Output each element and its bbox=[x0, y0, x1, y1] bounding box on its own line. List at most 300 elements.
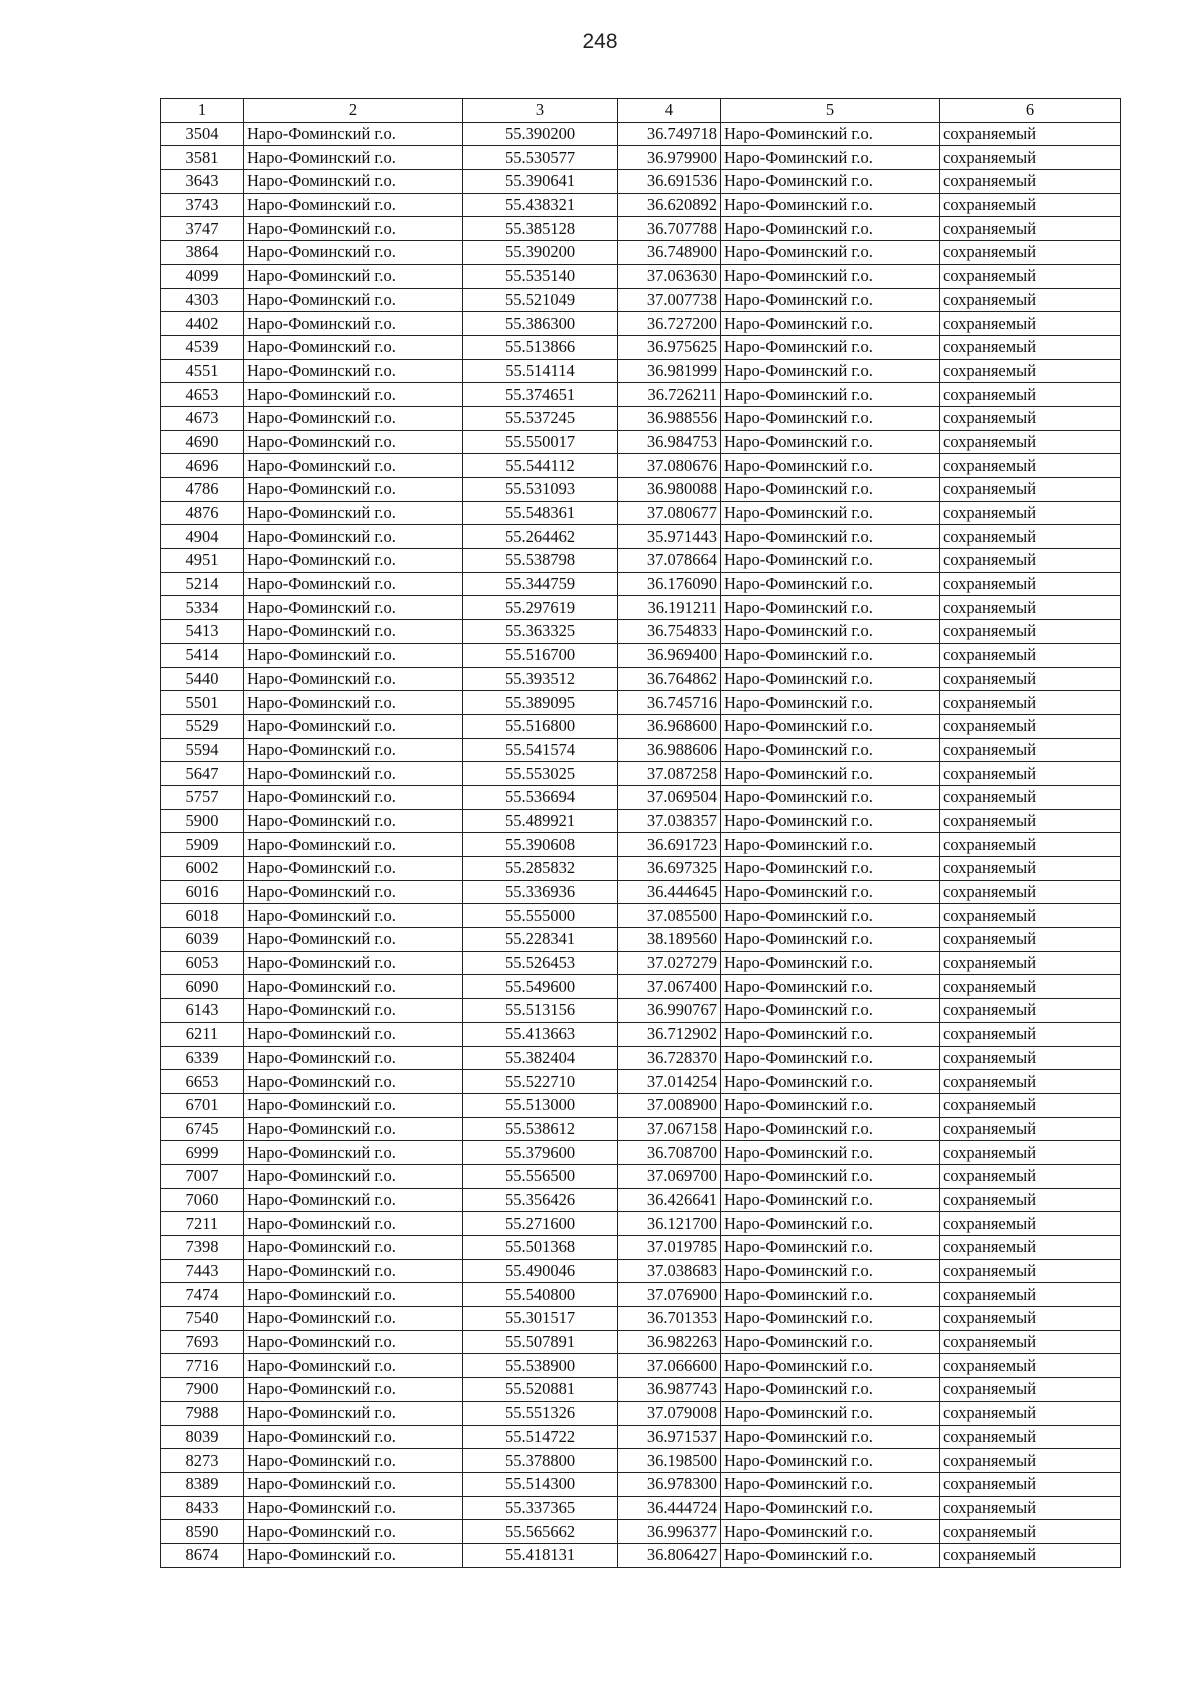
table-row bbox=[161, 1236, 1121, 1260]
table-row bbox=[161, 572, 1121, 596]
cell-location: Наро-Фоминский г.о. bbox=[721, 999, 940, 1023]
cell-status: сохраняемый bbox=[940, 454, 1121, 478]
cell-municipality: Наро-Фоминский г.о. bbox=[244, 572, 463, 596]
cell-location: Наро-Фоминский г.о. bbox=[721, 1520, 940, 1544]
cell-municipality: Наро-Фоминский г.о. bbox=[244, 1236, 463, 1260]
cell-longitude: 37.069504 bbox=[618, 785, 721, 809]
cell-location: Наро-Фоминский г.о. bbox=[721, 785, 940, 809]
cell-object-number: 3581 bbox=[161, 146, 244, 170]
cell-latitude: 55.531093 bbox=[463, 478, 618, 502]
table-row bbox=[161, 478, 1121, 502]
column-header-1: 1 bbox=[161, 99, 244, 123]
table-row bbox=[161, 217, 1121, 241]
cell-location: Наро-Фоминский г.о. bbox=[721, 549, 940, 573]
cell-longitude: 37.078664 bbox=[618, 549, 721, 573]
cell-status: сохраняемый bbox=[940, 1449, 1121, 1473]
cell-longitude: 37.087258 bbox=[618, 762, 721, 786]
cell-location: Наро-Фоминский г.о. bbox=[721, 596, 940, 620]
cell-latitude: 55.565662 bbox=[463, 1520, 618, 1544]
cell-latitude: 55.555000 bbox=[463, 904, 618, 928]
table-row bbox=[161, 1022, 1121, 1046]
cell-status: сохраняемый bbox=[940, 217, 1121, 241]
cell-longitude: 37.027279 bbox=[618, 951, 721, 975]
cell-municipality: Наро-Фоминский г.о. bbox=[244, 738, 463, 762]
cell-status: сохраняемый bbox=[940, 1259, 1121, 1283]
table-row bbox=[161, 406, 1121, 430]
cell-longitude: 36.191211 bbox=[618, 596, 721, 620]
cell-location: Наро-Фоминский г.о. bbox=[721, 880, 940, 904]
cell-municipality: Наро-Фоминский г.о. bbox=[244, 170, 463, 194]
cell-location: Наро-Фоминский г.о. bbox=[721, 1141, 940, 1165]
cell-object-number: 4303 bbox=[161, 288, 244, 312]
cell-latitude: 55.520881 bbox=[463, 1378, 618, 1402]
cell-status: сохраняемый bbox=[940, 1212, 1121, 1236]
cell-municipality: Наро-Фоминский г.о. bbox=[244, 1212, 463, 1236]
cell-municipality: Наро-Фоминский г.о. bbox=[244, 1022, 463, 1046]
cell-municipality: Наро-Фоминский г.о. bbox=[244, 406, 463, 430]
cell-municipality: Наро-Фоминский г.о. bbox=[244, 359, 463, 383]
cell-location: Наро-Фоминский г.о. bbox=[721, 1022, 940, 1046]
cell-latitude: 55.379600 bbox=[463, 1141, 618, 1165]
cell-latitude: 55.382404 bbox=[463, 1046, 618, 1070]
cell-object-number: 3747 bbox=[161, 217, 244, 241]
table-row bbox=[161, 193, 1121, 217]
cell-latitude: 55.390200 bbox=[463, 122, 618, 146]
cell-municipality: Наро-Фоминский г.о. bbox=[244, 1093, 463, 1117]
cell-location: Наро-Фоминский г.о. bbox=[721, 643, 940, 667]
cell-status: сохраняемый bbox=[940, 809, 1121, 833]
cell-status: сохраняемый bbox=[940, 146, 1121, 170]
table-row bbox=[161, 975, 1121, 999]
cell-latitude: 55.513866 bbox=[463, 335, 618, 359]
cell-status: сохраняемый bbox=[940, 1117, 1121, 1141]
cell-location: Наро-Фоминский г.о. bbox=[721, 335, 940, 359]
table-row bbox=[161, 501, 1121, 525]
cell-object-number: 5529 bbox=[161, 714, 244, 738]
cell-status: сохраняемый bbox=[940, 1022, 1121, 1046]
table-row bbox=[161, 1188, 1121, 1212]
cell-location: Наро-Фоминский г.о. bbox=[721, 951, 940, 975]
cell-object-number: 5501 bbox=[161, 691, 244, 715]
cell-status: сохраняемый bbox=[940, 406, 1121, 430]
cell-status: сохраняемый bbox=[940, 1543, 1121, 1567]
cell-municipality: Наро-Фоминский г.о. bbox=[244, 833, 463, 857]
cell-location: Наро-Фоминский г.о. bbox=[721, 691, 940, 715]
cell-municipality: Наро-Фоминский г.о. bbox=[244, 809, 463, 833]
cell-municipality: Наро-Фоминский г.о. bbox=[244, 312, 463, 336]
cell-location: Наро-Фоминский г.о. bbox=[721, 572, 940, 596]
cell-object-number: 3743 bbox=[161, 193, 244, 217]
cell-latitude: 55.489921 bbox=[463, 809, 618, 833]
table-row bbox=[161, 312, 1121, 336]
cell-status: сохраняемый bbox=[940, 525, 1121, 549]
cell-object-number: 5214 bbox=[161, 572, 244, 596]
cell-municipality: Наро-Фоминский г.о. bbox=[244, 1141, 463, 1165]
cell-latitude: 55.538900 bbox=[463, 1354, 618, 1378]
cell-object-number: 4099 bbox=[161, 264, 244, 288]
column-header-5: 5 bbox=[721, 99, 940, 123]
table-row bbox=[161, 170, 1121, 194]
cell-longitude: 36.176090 bbox=[618, 572, 721, 596]
table-body bbox=[161, 122, 1121, 1567]
cell-longitude: 37.069700 bbox=[618, 1164, 721, 1188]
cell-status: сохраняемый bbox=[940, 1046, 1121, 1070]
table-row bbox=[161, 785, 1121, 809]
cell-object-number: 4696 bbox=[161, 454, 244, 478]
cell-object-number: 3504 bbox=[161, 122, 244, 146]
table-row bbox=[161, 1259, 1121, 1283]
cell-longitude: 38.189560 bbox=[618, 928, 721, 952]
cell-object-number: 3643 bbox=[161, 170, 244, 194]
cell-object-number: 5900 bbox=[161, 809, 244, 833]
cell-status: сохраняемый bbox=[940, 596, 1121, 620]
cell-location: Наро-Фоминский г.о. bbox=[721, 667, 940, 691]
cell-object-number: 7211 bbox=[161, 1212, 244, 1236]
cell-longitude: 37.038357 bbox=[618, 809, 721, 833]
cell-longitude: 37.067400 bbox=[618, 975, 721, 999]
cell-municipality: Наро-Фоминский г.о. bbox=[244, 193, 463, 217]
cell-longitude: 36.978300 bbox=[618, 1472, 721, 1496]
cell-longitude: 36.981999 bbox=[618, 359, 721, 383]
cell-status: сохраняемый bbox=[940, 1093, 1121, 1117]
registry-table-container bbox=[160, 98, 1120, 1568]
table-row bbox=[161, 359, 1121, 383]
cell-latitude: 55.514722 bbox=[463, 1425, 618, 1449]
cell-longitude: 36.975625 bbox=[618, 335, 721, 359]
cell-latitude: 55.521049 bbox=[463, 288, 618, 312]
table-row bbox=[161, 335, 1121, 359]
cell-location: Наро-Фоминский г.о. bbox=[721, 762, 940, 786]
cell-location: Наро-Фоминский г.о. bbox=[721, 1401, 940, 1425]
cell-location: Наро-Фоминский г.о. bbox=[721, 241, 940, 265]
cell-longitude: 36.988556 bbox=[618, 406, 721, 430]
cell-latitude: 55.507891 bbox=[463, 1330, 618, 1354]
cell-latitude: 55.264462 bbox=[463, 525, 618, 549]
cell-status: сохраняемый bbox=[940, 738, 1121, 762]
cell-latitude: 55.535140 bbox=[463, 264, 618, 288]
cell-longitude: 36.726211 bbox=[618, 383, 721, 407]
cell-municipality: Наро-Фоминский г.о. bbox=[244, 951, 463, 975]
cell-longitude: 36.996377 bbox=[618, 1520, 721, 1544]
cell-municipality: Наро-Фоминский г.о. bbox=[244, 857, 463, 881]
cell-municipality: Наро-Фоминский г.о. bbox=[244, 596, 463, 620]
cell-latitude: 55.356426 bbox=[463, 1188, 618, 1212]
cell-status: сохраняемый bbox=[940, 714, 1121, 738]
cell-municipality: Наро-Фоминский г.о. bbox=[244, 1283, 463, 1307]
cell-location: Наро-Фоминский г.о. bbox=[721, 170, 940, 194]
cell-latitude: 55.537245 bbox=[463, 406, 618, 430]
cell-object-number: 8590 bbox=[161, 1520, 244, 1544]
cell-municipality: Наро-Фоминский г.о. bbox=[244, 904, 463, 928]
cell-object-number: 5757 bbox=[161, 785, 244, 809]
table-row bbox=[161, 738, 1121, 762]
cell-latitude: 55.551326 bbox=[463, 1401, 618, 1425]
registry-table bbox=[160, 98, 1121, 1568]
cell-status: сохраняемый bbox=[940, 572, 1121, 596]
cell-status: сохраняемый bbox=[940, 1520, 1121, 1544]
cell-longitude: 36.707788 bbox=[618, 217, 721, 241]
cell-status: сохраняемый bbox=[940, 335, 1121, 359]
cell-status: сохраняемый bbox=[940, 170, 1121, 194]
cell-municipality: Наро-Фоминский г.о. bbox=[244, 383, 463, 407]
cell-municipality: Наро-Фоминский г.о. bbox=[244, 1117, 463, 1141]
cell-location: Наро-Фоминский г.о. bbox=[721, 146, 940, 170]
cell-object-number: 7988 bbox=[161, 1401, 244, 1425]
cell-municipality: Наро-Фоминский г.о. bbox=[244, 762, 463, 786]
cell-status: сохраняемый bbox=[940, 857, 1121, 881]
table-row bbox=[161, 1046, 1121, 1070]
cell-object-number: 4673 bbox=[161, 406, 244, 430]
table-row bbox=[161, 928, 1121, 952]
table-row bbox=[161, 1378, 1121, 1402]
cell-object-number: 4653 bbox=[161, 383, 244, 407]
cell-longitude: 37.014254 bbox=[618, 1070, 721, 1094]
cell-latitude: 55.393512 bbox=[463, 667, 618, 691]
cell-object-number: 6039 bbox=[161, 928, 244, 952]
cell-object-number: 4551 bbox=[161, 359, 244, 383]
cell-latitude: 55.285832 bbox=[463, 857, 618, 881]
cell-longitude: 36.984753 bbox=[618, 430, 721, 454]
cell-latitude: 55.514300 bbox=[463, 1472, 618, 1496]
cell-latitude: 55.514114 bbox=[463, 359, 618, 383]
cell-municipality: Наро-Фоминский г.о. bbox=[244, 217, 463, 241]
table-row bbox=[161, 667, 1121, 691]
cell-location: Наро-Фоминский г.о. bbox=[721, 975, 940, 999]
cell-status: сохраняемый bbox=[940, 1283, 1121, 1307]
cell-latitude: 55.550017 bbox=[463, 430, 618, 454]
table-row bbox=[161, 1070, 1121, 1094]
cell-location: Наро-Фоминский г.о. bbox=[721, 620, 940, 644]
cell-location: Наро-Фоминский г.о. bbox=[721, 193, 940, 217]
cell-longitude: 36.979900 bbox=[618, 146, 721, 170]
table-row bbox=[161, 1117, 1121, 1141]
cell-status: сохраняемый bbox=[940, 928, 1121, 952]
table-row bbox=[161, 383, 1121, 407]
cell-longitude: 37.063630 bbox=[618, 264, 721, 288]
table-row bbox=[161, 1212, 1121, 1236]
cell-object-number: 4904 bbox=[161, 525, 244, 549]
table-row bbox=[161, 951, 1121, 975]
cell-latitude: 55.538612 bbox=[463, 1117, 618, 1141]
cell-object-number: 5647 bbox=[161, 762, 244, 786]
cell-longitude: 36.198500 bbox=[618, 1449, 721, 1473]
cell-longitude: 36.121700 bbox=[618, 1212, 721, 1236]
cell-municipality: Наро-Фоминский г.о. bbox=[244, 264, 463, 288]
cell-latitude: 55.549600 bbox=[463, 975, 618, 999]
cell-object-number: 6653 bbox=[161, 1070, 244, 1094]
table-row bbox=[161, 1330, 1121, 1354]
table-row bbox=[161, 1520, 1121, 1544]
cell-longitude: 36.968600 bbox=[618, 714, 721, 738]
header-row bbox=[161, 99, 1121, 123]
cell-object-number: 7540 bbox=[161, 1307, 244, 1331]
cell-status: сохраняемый bbox=[940, 620, 1121, 644]
cell-latitude: 55.516800 bbox=[463, 714, 618, 738]
table-row bbox=[161, 857, 1121, 881]
cell-municipality: Наро-Фоминский г.о. bbox=[244, 1449, 463, 1473]
cell-municipality: Наро-Фоминский г.о. bbox=[244, 1070, 463, 1094]
table-row bbox=[161, 1307, 1121, 1331]
cell-location: Наро-Фоминский г.о. bbox=[721, 1496, 940, 1520]
cell-longitude: 37.007738 bbox=[618, 288, 721, 312]
cell-object-number: 4951 bbox=[161, 549, 244, 573]
cell-location: Наро-Фоминский г.о. bbox=[721, 1212, 940, 1236]
cell-municipality: Наро-Фоминский г.о. bbox=[244, 454, 463, 478]
column-header-3: 3 bbox=[463, 99, 618, 123]
cell-longitude: 36.806427 bbox=[618, 1543, 721, 1567]
cell-location: Наро-Фоминский г.о. bbox=[721, 1164, 940, 1188]
cell-location: Наро-Фоминский г.о. bbox=[721, 1449, 940, 1473]
cell-location: Наро-Фоминский г.о. bbox=[721, 1188, 940, 1212]
cell-latitude: 55.271600 bbox=[463, 1212, 618, 1236]
cell-status: сохраняемый bbox=[940, 999, 1121, 1023]
cell-location: Наро-Фоминский г.о. bbox=[721, 857, 940, 881]
cell-object-number: 7716 bbox=[161, 1354, 244, 1378]
cell-status: сохраняемый bbox=[940, 833, 1121, 857]
table-row bbox=[161, 1543, 1121, 1567]
table-row bbox=[161, 1164, 1121, 1188]
cell-municipality: Наро-Фоминский г.о. bbox=[244, 785, 463, 809]
cell-longitude: 36.691536 bbox=[618, 170, 721, 194]
cell-object-number: 3864 bbox=[161, 241, 244, 265]
table-row bbox=[161, 1283, 1121, 1307]
cell-latitude: 55.337365 bbox=[463, 1496, 618, 1520]
cell-status: сохраняемый bbox=[940, 430, 1121, 454]
cell-latitude: 55.536694 bbox=[463, 785, 618, 809]
cell-longitude: 37.019785 bbox=[618, 1236, 721, 1260]
cell-latitude: 55.526453 bbox=[463, 951, 618, 975]
cell-municipality: Наро-Фоминский г.о. bbox=[244, 1307, 463, 1331]
cell-object-number: 8273 bbox=[161, 1449, 244, 1473]
cell-status: сохраняемый bbox=[940, 549, 1121, 573]
cell-latitude: 55.386300 bbox=[463, 312, 618, 336]
cell-location: Наро-Фоминский г.о. bbox=[721, 1283, 940, 1307]
cell-longitude: 37.038683 bbox=[618, 1259, 721, 1283]
cell-municipality: Наро-Фоминский г.о. bbox=[244, 1543, 463, 1567]
cell-location: Наро-Фоминский г.о. bbox=[721, 738, 940, 762]
cell-status: сохраняемый bbox=[940, 1425, 1121, 1449]
cell-location: Наро-Фоминский г.о. bbox=[721, 1093, 940, 1117]
cell-object-number: 4402 bbox=[161, 312, 244, 336]
cell-status: сохраняемый bbox=[940, 975, 1121, 999]
cell-municipality: Наро-Фоминский г.о. bbox=[244, 1472, 463, 1496]
cell-status: сохраняемый bbox=[940, 785, 1121, 809]
table-row bbox=[161, 904, 1121, 928]
cell-latitude: 55.297619 bbox=[463, 596, 618, 620]
cell-object-number: 6701 bbox=[161, 1093, 244, 1117]
cell-object-number: 5909 bbox=[161, 833, 244, 857]
cell-longitude: 36.969400 bbox=[618, 643, 721, 667]
cell-location: Наро-Фоминский г.о. bbox=[721, 454, 940, 478]
cell-municipality: Наро-Фоминский г.о. bbox=[244, 501, 463, 525]
cell-status: сохраняемый bbox=[940, 359, 1121, 383]
table-header bbox=[161, 99, 1121, 123]
cell-longitude: 35.971443 bbox=[618, 525, 721, 549]
cell-latitude: 55.390608 bbox=[463, 833, 618, 857]
cell-location: Наро-Фоминский г.о. bbox=[721, 1259, 940, 1283]
cell-latitude: 55.544112 bbox=[463, 454, 618, 478]
cell-municipality: Наро-Фоминский г.о. bbox=[244, 620, 463, 644]
cell-latitude: 55.513156 bbox=[463, 999, 618, 1023]
table-row bbox=[161, 1141, 1121, 1165]
cell-location: Наро-Фоминский г.о. bbox=[721, 1117, 940, 1141]
cell-object-number: 6143 bbox=[161, 999, 244, 1023]
cell-latitude: 55.301517 bbox=[463, 1307, 618, 1331]
cell-longitude: 36.444645 bbox=[618, 880, 721, 904]
cell-object-number: 6999 bbox=[161, 1141, 244, 1165]
cell-object-number: 7443 bbox=[161, 1259, 244, 1283]
cell-longitude: 36.727200 bbox=[618, 312, 721, 336]
cell-latitude: 55.553025 bbox=[463, 762, 618, 786]
cell-object-number: 6053 bbox=[161, 951, 244, 975]
cell-location: Наро-Фоминский г.о. bbox=[721, 1307, 940, 1331]
cell-status: сохраняемый bbox=[940, 904, 1121, 928]
cell-location: Наро-Фоминский г.о. bbox=[721, 501, 940, 525]
cell-municipality: Наро-Фоминский г.о. bbox=[244, 691, 463, 715]
cell-longitude: 37.080677 bbox=[618, 501, 721, 525]
cell-longitude: 36.697325 bbox=[618, 857, 721, 881]
cell-object-number: 6016 bbox=[161, 880, 244, 904]
cell-municipality: Наро-Фоминский г.о. bbox=[244, 335, 463, 359]
cell-object-number: 4876 bbox=[161, 501, 244, 525]
column-header-6: 6 bbox=[940, 99, 1121, 123]
cell-municipality: Наро-Фоминский г.о. bbox=[244, 549, 463, 573]
table-row bbox=[161, 762, 1121, 786]
cell-location: Наро-Фоминский г.о. bbox=[721, 1330, 940, 1354]
table-row bbox=[161, 999, 1121, 1023]
cell-latitude: 55.490046 bbox=[463, 1259, 618, 1283]
cell-longitude: 36.728370 bbox=[618, 1046, 721, 1070]
cell-municipality: Наро-Фоминский г.о. bbox=[244, 288, 463, 312]
cell-latitude: 55.378800 bbox=[463, 1449, 618, 1473]
cell-object-number: 5594 bbox=[161, 738, 244, 762]
cell-longitude: 36.620892 bbox=[618, 193, 721, 217]
cell-latitude: 55.363325 bbox=[463, 620, 618, 644]
cell-longitude: 36.691723 bbox=[618, 833, 721, 857]
cell-status: сохраняемый bbox=[940, 1188, 1121, 1212]
table-row bbox=[161, 1093, 1121, 1117]
cell-latitude: 55.540800 bbox=[463, 1283, 618, 1307]
cell-latitude: 55.374651 bbox=[463, 383, 618, 407]
cell-object-number: 4539 bbox=[161, 335, 244, 359]
table-row bbox=[161, 264, 1121, 288]
table-row bbox=[161, 1425, 1121, 1449]
cell-location: Наро-Фоминский г.о. bbox=[721, 1046, 940, 1070]
cell-longitude: 36.712902 bbox=[618, 1022, 721, 1046]
cell-object-number: 5414 bbox=[161, 643, 244, 667]
cell-status: сохраняемый bbox=[940, 312, 1121, 336]
table-row bbox=[161, 691, 1121, 715]
cell-latitude: 55.344759 bbox=[463, 572, 618, 596]
cell-location: Наро-Фоминский г.о. bbox=[721, 1354, 940, 1378]
cell-object-number: 7693 bbox=[161, 1330, 244, 1354]
cell-municipality: Наро-Фоминский г.о. bbox=[244, 1164, 463, 1188]
column-header-4: 4 bbox=[618, 99, 721, 123]
cell-longitude: 37.079008 bbox=[618, 1401, 721, 1425]
cell-object-number: 8039 bbox=[161, 1425, 244, 1449]
cell-location: Наро-Фоминский г.о. bbox=[721, 809, 940, 833]
cell-longitude: 36.990767 bbox=[618, 999, 721, 1023]
cell-location: Наро-Фоминский г.о. bbox=[721, 122, 940, 146]
cell-latitude: 55.513000 bbox=[463, 1093, 618, 1117]
table-row bbox=[161, 454, 1121, 478]
cell-status: сохраняемый bbox=[940, 241, 1121, 265]
cell-longitude: 37.085500 bbox=[618, 904, 721, 928]
cell-object-number: 4786 bbox=[161, 478, 244, 502]
cell-latitude: 55.385128 bbox=[463, 217, 618, 241]
cell-municipality: Наро-Фоминский г.о. bbox=[244, 999, 463, 1023]
cell-municipality: Наро-Фоминский г.о. bbox=[244, 525, 463, 549]
